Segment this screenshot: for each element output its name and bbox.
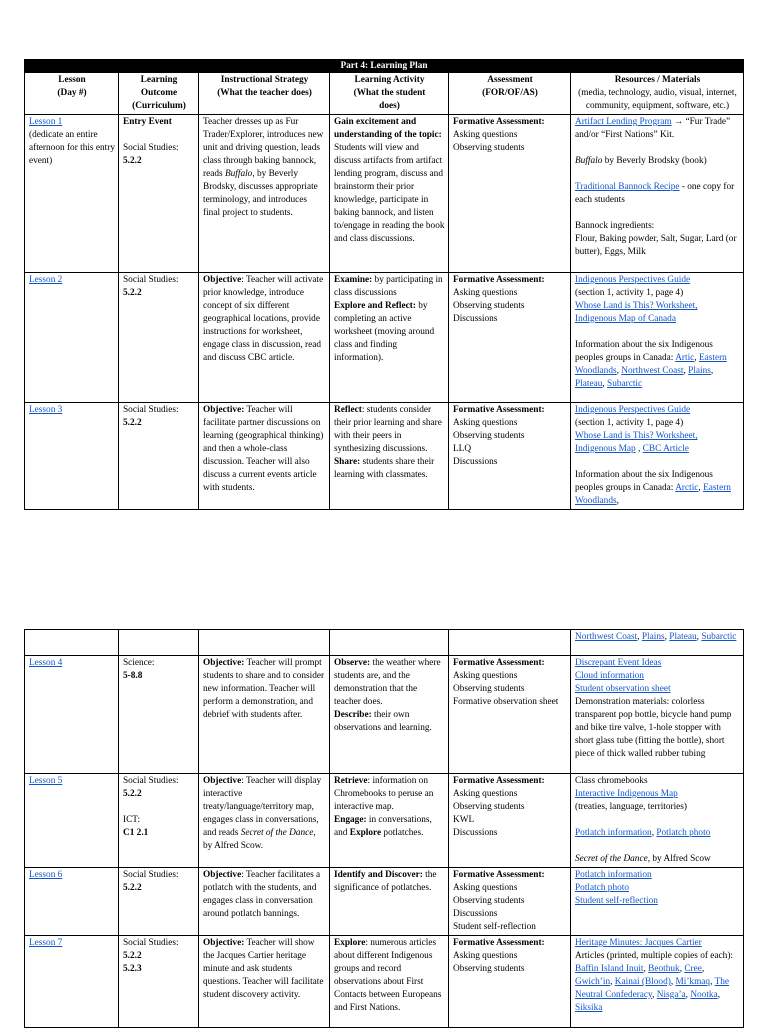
group-link[interactable]: Mi’kmaq bbox=[675, 977, 711, 987]
group-link[interactable]: Plateau bbox=[669, 632, 697, 642]
outcome-cell: Entry Event Social Studies: 5.2.2 bbox=[119, 115, 199, 273]
header-activity: Learning Activity (What the student does) bbox=[330, 73, 449, 115]
table-row bbox=[25, 936, 744, 1028]
strategy-cell: Objective: Teacher facilitates a potlatch with the students, and engages class in conversation around potlatch bannings. bbox=[199, 868, 330, 936]
table-row bbox=[25, 868, 744, 936]
group-link[interactable]: Kainai (Blood) bbox=[614, 977, 671, 987]
lesson-cell: Lesson 1 (dedicate an entire afternoon for this entry event) bbox=[25, 115, 119, 273]
perspectives-guide-link[interactable]: Indigenous Perspectives Guide bbox=[575, 275, 691, 285]
activity-cell: Explore: numerous articles about different Indigenous groups and record observations about First Contacts between Europeans and First Nations. bbox=[330, 936, 449, 1028]
group-link[interactable]: Northwest Coast bbox=[575, 632, 638, 642]
interactive-map-link[interactable]: Interactive Indigenous Map bbox=[575, 789, 678, 799]
lesson-cell bbox=[25, 273, 119, 403]
group-link[interactable]: The Neutral Confederacy bbox=[575, 977, 730, 1000]
potlatch-photo-link[interactable]: Potlatch photo bbox=[656, 828, 711, 838]
lesson-2-link[interactable]: Lesson 2 bbox=[29, 275, 63, 285]
lesson-cell bbox=[25, 868, 119, 936]
header-row bbox=[25, 73, 744, 115]
whose-land-worksheet-link[interactable]: Whose Land is This? Worksheet, bbox=[575, 301, 698, 311]
outcome-cell: Social Studies: 5.2.2 bbox=[119, 403, 199, 510]
assessment-cell: Formative Assessment: Asking questions Observing students bbox=[449, 936, 571, 1028]
group-link[interactable]: Baffin Island Inuit bbox=[575, 964, 644, 974]
assessment-cell: Formative Assessment: Asking questions Observing students Formative observation sheet bbox=[449, 656, 571, 774]
activity-cell: Retrieve: information on Chromebooks to peruse an interactive map. Engage: in conversations, and Explore potlatches. bbox=[330, 774, 449, 868]
group-link[interactable]: Eastern Woodlands bbox=[575, 353, 727, 376]
table-row bbox=[25, 774, 744, 868]
group-link[interactable]: Beothuk bbox=[648, 964, 680, 974]
table-row bbox=[25, 115, 744, 273]
group-link[interactable]: Nootka bbox=[690, 990, 718, 1000]
self-reflection-link[interactable]: Student self-reflection bbox=[575, 896, 658, 906]
artifact-lending-link[interactable]: Artifact Lending Program bbox=[575, 117, 672, 127]
header-assessment: Assessment (FOR/OF/AS) bbox=[449, 73, 571, 115]
group-link[interactable]: Cree bbox=[684, 964, 702, 974]
lesson-6-link[interactable]: Lesson 6 bbox=[29, 870, 63, 880]
cloud-info-link[interactable]: Cloud information bbox=[575, 671, 644, 681]
indigenous-map-link[interactable]: Indigenous Map of Canada bbox=[575, 314, 676, 324]
table-row bbox=[25, 403, 744, 510]
group-link[interactable]: Gwich’in bbox=[575, 977, 611, 987]
assessment-cell: Formative Assessment: Asking questions Observing students LLQ Discussions bbox=[449, 403, 571, 510]
strategy-cell: Objective: Teacher will show the Jacques Cartier heritage minute and ask students questions. Teacher will facilitate student discovery activity. bbox=[199, 936, 330, 1028]
group-link[interactable]: Arctic bbox=[675, 483, 699, 493]
group-link[interactable]: Northwest Coast bbox=[621, 366, 684, 376]
outcome-cell: Social Studies: 5.2.2 ICT: C1 2.1 bbox=[119, 774, 199, 868]
cbc-article-link[interactable]: CBC Article bbox=[642, 444, 689, 454]
group-link[interactable]: Subarctic bbox=[701, 632, 737, 642]
potlatch-info-link[interactable]: Potlatch information bbox=[575, 870, 652, 880]
outcome-cell: Social Studies: 5.2.2 bbox=[119, 868, 199, 936]
group-link[interactable]: Eastern Woodlands bbox=[575, 483, 731, 506]
resources-cell: Indigenous Perspectives Guide (section 1, activity 1, page 4) Whose Land is This? Worksheet, Indigenous Map , CBC Article Information about the six Indigenous peoples groups in Canada: Arctic, Eastern Woodlands, bbox=[571, 403, 744, 510]
resources-cell: Discrepant Event Ideas Cloud information Student observation sheet Demonstration materials: colorless transparent pop bottle, bicycle hand pump and bike tire valve, 1-hole stopper with short glass tube (fitting the bottle), short piece of thick walled rubber tubing bbox=[571, 656, 744, 774]
lesson-cell bbox=[25, 774, 119, 868]
lesson-7-link[interactable]: Lesson 7 bbox=[29, 938, 63, 948]
header-lesson: Lesson (Day #) bbox=[25, 73, 119, 115]
group-link[interactable]: Plains bbox=[688, 366, 711, 376]
discrepant-event-link[interactable]: Discrepant Event Ideas bbox=[575, 658, 662, 668]
activity-cell: Reflect: students consider their prior learning and share with their peers in synthesizing discussions. Share: students share their learning with classmates. bbox=[330, 403, 449, 510]
lesson-cell bbox=[25, 403, 119, 510]
heritage-minutes-link[interactable]: Heritage Minutes: Jacques Cartier bbox=[575, 938, 702, 948]
learning-plan-table-page1 bbox=[24, 59, 744, 510]
lesson-cell bbox=[25, 936, 119, 1028]
lesson-cell bbox=[25, 656, 119, 774]
activity-cell: Observe: the weather where students are, and the demonstration that the teacher does. Describe: their own observations and learning. bbox=[330, 656, 449, 774]
strategy-cell: Objective: Teacher will facilitate partner discussions on learning (geographical thinking) and then a whole-class discussion. Teacher will also discuss a current events article with students. bbox=[199, 403, 330, 510]
potlatch-photo-link[interactable]: Potlatch photo bbox=[575, 883, 629, 893]
strategy-cell: Objective: Teacher will activate prior knowledge, introduce concept of six different geographical locations, provide instructions for worksheet, engage class in discussion, read and discuss CBC article. bbox=[199, 273, 330, 403]
table-row bbox=[25, 273, 744, 403]
lesson-3-link[interactable]: Lesson 3 bbox=[29, 405, 63, 415]
assessment-cell: Formative Assessment: Asking questions Observing students Discussions bbox=[449, 273, 571, 403]
table-row bbox=[25, 630, 744, 656]
assessment-cell: Formative Assessment: Asking questions Observing students KWL Discussions bbox=[449, 774, 571, 868]
perspectives-guide-link[interactable]: Indigenous Perspectives Guide bbox=[575, 405, 691, 415]
observation-sheet-link[interactable]: Student observation sheet bbox=[575, 684, 671, 694]
outcome-cell: Social Studies: 5.2.2 5.2.3 bbox=[119, 936, 199, 1028]
lesson-4-link[interactable]: Lesson 4 bbox=[29, 658, 63, 668]
group-link[interactable]: Plains bbox=[641, 632, 665, 642]
bannock-recipe-link[interactable]: Traditional Bannock Recipe bbox=[575, 182, 680, 192]
resources-cell: Heritage Minutes: Jacques Cartier Articles (printed, multiple copies of each): Baffin Island Inuit, Beothuk, Cree, Gwich’in, Kainai (Blood), Mi’kmaq, The Neutral Confederacy, Nisga’a, Nootka, Siksika bbox=[571, 936, 744, 1028]
outcome-cell: Science: 5-8.8 bbox=[119, 656, 199, 774]
lesson-1-link[interactable]: Lesson 1 bbox=[29, 117, 63, 127]
table-title: Part 4: Learning Plan bbox=[25, 60, 744, 73]
lesson-5-link[interactable]: Lesson 5 bbox=[29, 776, 63, 786]
group-link[interactable]: Subarctic bbox=[607, 379, 643, 389]
group-link[interactable]: Plateau bbox=[575, 379, 603, 389]
header-outcome: Learning Outcome (Curriculum) bbox=[119, 73, 199, 115]
group-link[interactable]: Siksika bbox=[575, 1003, 603, 1013]
resources-cell: Northwest Coast, Plains, Plateau, Subarctic bbox=[571, 630, 744, 656]
assessment-cell: Formative Assessment: Asking questions Observing students bbox=[449, 115, 571, 273]
strategy-cell: Objective: Teacher will display interactive treaty/language/territory map, engages class in conversations, and reads Secret of the Dance, by Alfred Scow. bbox=[199, 774, 330, 868]
activity-cell: Gain excitement and understanding of the topic: Students will view and discuss artifacts from artifact lending program, discuss and brainstorm their prior knowledge, participate in baking bannock, and listen to/engage in reading the book and class discussions. bbox=[330, 115, 449, 273]
learning-plan-table-page2 bbox=[24, 629, 744, 1028]
assessment-cell: Formative Assessment: Asking questions Observing students Discussions Student self-reflection bbox=[449, 868, 571, 936]
resources-cell: Artifact Lending Program → “Fur Trade” and/or “First Nations” Kit. Buffalo by Beverly Brodsky (book) Traditional Bannock Recipe - one copy for each students Bannock ingredients: Flour, Baking powder, Salt, Sugar, Lard (or butter), Eggs, Milk bbox=[571, 115, 744, 273]
group-link[interactable]: Artic bbox=[675, 353, 695, 363]
resources-cell: Indigenous Perspectives Guide (section 1, activity 1, page 4) Whose Land is This? Worksheet, Indigenous Map of Canada Information about the six Indigenous peoples groups in Canada: Artic, Eastern Woodlands, Northwest Coast, Plains, Plateau, Subarctic bbox=[571, 273, 744, 403]
header-resources: Resources / Materials (media, technology, audio, visual, internet, community, equipment, software, etc.) bbox=[571, 73, 744, 115]
indigenous-map-link[interactable]: Indigenous Map bbox=[575, 444, 636, 454]
outcome-cell: Social Studies: 5.2.2 bbox=[119, 273, 199, 403]
strategy-cell: Teacher dresses up as Fur Trader/Explorer, introduces new unit and driving question, leads class through baking bannock, reads Buffalo, by Beverly Brodsky, discusses appropriate terminology, and introduces final project to students. bbox=[199, 115, 330, 273]
table-row bbox=[25, 656, 744, 774]
group-link[interactable]: Nisga’a bbox=[656, 990, 686, 1000]
header-strategy: Instructional Strategy (What the teacher does) bbox=[199, 73, 330, 115]
activity-cell: Identify and Discover: the significance of potlatches. bbox=[330, 868, 449, 936]
strategy-cell: Objective: Teacher will prompt students to share and to consider new information. Teacher will perform a demonstration, and debrief with students after. bbox=[199, 656, 330, 774]
whose-land-worksheet-link[interactable]: Whose Land is This? Worksheet, bbox=[575, 431, 698, 441]
resources-cell: Class chromebooks Interactive Indigenous Map (treaties, language, territories) Potlatch information, Potlatch photo Secret of the Dance, by Alfred Scow bbox=[571, 774, 744, 868]
potlatch-info-link[interactable]: Potlatch information bbox=[575, 828, 652, 838]
resources-cell bbox=[571, 868, 744, 936]
activity-cell: Examine: by participating in class discussions Explore and Reflect: by completing an active worksheet (moving around class and finding information). bbox=[330, 273, 449, 403]
